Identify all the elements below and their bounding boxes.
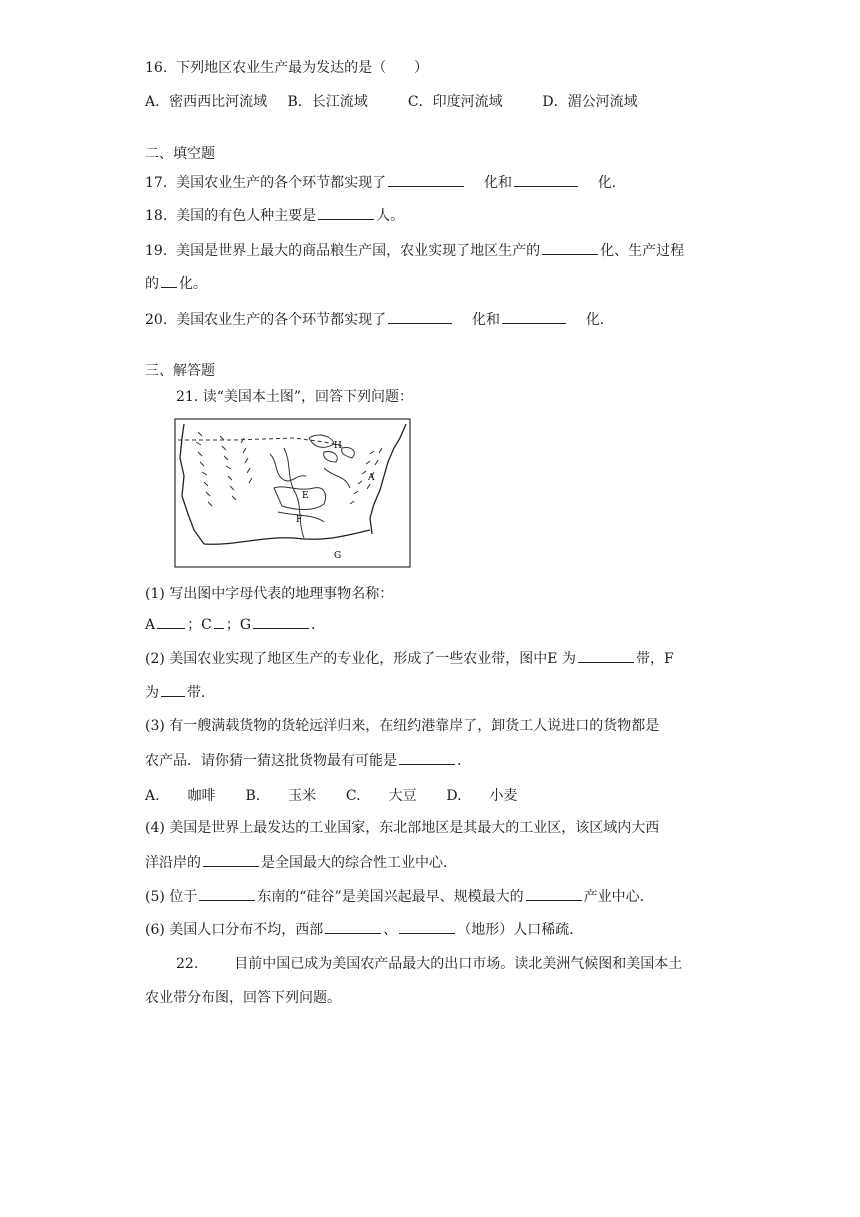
option-b: B．长江流域 bbox=[287, 94, 368, 110]
question-text: (6) 美国人口分布不均，西部 bbox=[145, 922, 324, 938]
answer-blank[interactable] bbox=[542, 240, 598, 255]
question-number: 18. bbox=[145, 208, 168, 224]
option-a: A. 咖啡 bbox=[145, 788, 216, 804]
map-label-e: E bbox=[302, 491, 309, 501]
question-text: 为 bbox=[145, 685, 159, 701]
option-b: B. 玉米 bbox=[245, 788, 317, 804]
question-text: 美国农业生产的各个环节都实现了 bbox=[176, 175, 387, 191]
label-c: ；C bbox=[187, 617, 212, 633]
question-20 bbox=[145, 309, 614, 330]
question-text: 化、生产过程 bbox=[600, 243, 685, 259]
q21-sub4-cont bbox=[145, 852, 457, 873]
question-text: (5) 位于 bbox=[145, 889, 198, 905]
q21-sub3: (3) 有一艘满载货物的货轮远洋归来，在纽约港靠岸了，卸货工人说进口的货物都是 bbox=[145, 718, 660, 734]
answer-blank[interactable] bbox=[526, 886, 582, 901]
question-text: 化． bbox=[597, 175, 626, 191]
question-stem: 下列地区农业生产最为发达的是（ ） bbox=[176, 60, 429, 76]
q21-sub5 bbox=[145, 886, 654, 907]
map-label-h: H bbox=[334, 441, 342, 451]
punct: ． bbox=[311, 617, 326, 633]
question-text: 、 bbox=[383, 922, 398, 938]
question-22-cont: 农业带分布图，回答下列问题。 bbox=[145, 990, 341, 1006]
question-text: 美国是世界上最大的商品粮生产国，农业实现了地区生产的 bbox=[176, 243, 541, 259]
answer-blank[interactable] bbox=[161, 682, 185, 697]
answer-blank[interactable] bbox=[325, 919, 381, 934]
question-text: 农产品．请你猜一猜这批货物最有可能是 bbox=[145, 753, 397, 769]
q21-sub4: (4) 美国是世界上最发达的工业国家，东北部地区是其最大的工业区，该区域内大西 bbox=[145, 820, 660, 836]
question-16 bbox=[145, 58, 428, 78]
answer-blank[interactable] bbox=[502, 309, 566, 324]
question-19 bbox=[145, 240, 684, 261]
label-a: A bbox=[145, 617, 156, 633]
answer-blank[interactable] bbox=[214, 614, 224, 629]
option-a: A．密西西比河流域 bbox=[145, 94, 268, 110]
answer-blank[interactable] bbox=[514, 172, 578, 187]
question-number: 22. bbox=[176, 956, 199, 972]
option-d: D．湄公河流域 bbox=[542, 94, 638, 110]
question-text: 化和 bbox=[471, 312, 500, 328]
question-17 bbox=[145, 172, 626, 193]
answer-blank[interactable] bbox=[199, 886, 255, 901]
question-text: 化和 bbox=[483, 175, 512, 191]
q21-sub2 bbox=[145, 648, 674, 669]
question-text: 带． bbox=[187, 685, 215, 701]
question-number: 20. bbox=[145, 312, 168, 328]
question-19-cont bbox=[145, 273, 207, 294]
map-label-g: G bbox=[334, 551, 342, 561]
question-text: 产业中心． bbox=[583, 889, 654, 905]
usa-map-image bbox=[174, 418, 411, 568]
map-label-a: A bbox=[368, 473, 375, 483]
question-number: 19. bbox=[145, 243, 168, 259]
q21-sub3-cont bbox=[145, 750, 471, 771]
answer-blank[interactable] bbox=[161, 273, 177, 288]
answer-blank[interactable] bbox=[157, 614, 185, 629]
q21-sub2-cont bbox=[145, 682, 215, 703]
option-d: D. 小麦 bbox=[446, 788, 518, 804]
question-text: 化。 bbox=[179, 276, 207, 292]
question-22 bbox=[176, 954, 682, 974]
question-18 bbox=[145, 205, 404, 226]
answer-blank[interactable] bbox=[388, 309, 452, 324]
question-text: 的 bbox=[145, 276, 159, 292]
question-text: 美国农业生产的各个环节都实现了 bbox=[176, 312, 387, 328]
question-number: 16. bbox=[145, 60, 168, 76]
answer-blank[interactable] bbox=[388, 172, 464, 187]
question-text: 带，F bbox=[635, 651, 674, 667]
question-21-intro: 21. 读“美国本土图”，回答下列问题： bbox=[176, 389, 414, 405]
answer-blank[interactable] bbox=[253, 614, 309, 629]
section-title-fill-blank: 二、填空题 bbox=[145, 146, 215, 162]
question-text: ． bbox=[457, 753, 471, 769]
question-text: （地形）人口稀疏． bbox=[457, 922, 584, 938]
q21-sub1: (1) 写出图中字母代表的地理事物名称： bbox=[145, 586, 394, 602]
label-g: ；G bbox=[225, 617, 252, 633]
question-text: (2) 美国农业实现了地区生产的专业化，形成了一些农业带，图中E 为 bbox=[145, 651, 576, 667]
question-text: 目前中国已成为美国农产品最大的出口市场。读北美洲气候图和美国本土 bbox=[234, 956, 683, 972]
q21-sub1-fill bbox=[145, 614, 325, 635]
question-text: 是全国最大的综合性工业中心． bbox=[261, 855, 457, 871]
question-text: 美国的有色人种主要是 bbox=[176, 208, 317, 224]
answer-blank[interactable] bbox=[578, 648, 634, 663]
question-text: 东南的“硅谷”是美国兴起最早、规模最大的 bbox=[257, 889, 524, 905]
question-number: 17. bbox=[145, 175, 168, 191]
section-title-answer: 三、解答题 bbox=[145, 363, 215, 379]
answer-blank[interactable] bbox=[318, 205, 374, 220]
q21-sub6 bbox=[145, 919, 583, 940]
answer-blank[interactable] bbox=[399, 750, 455, 765]
answer-blank[interactable] bbox=[203, 852, 259, 867]
question-text: 人。 bbox=[376, 208, 405, 224]
option-c: C. 大豆 bbox=[345, 788, 417, 804]
question-text: 洋沿岸的 bbox=[145, 855, 201, 871]
answer-blank[interactable] bbox=[399, 919, 455, 934]
option-c: C．印度河流域 bbox=[407, 94, 503, 110]
question-text: 化． bbox=[585, 312, 614, 328]
map-label-f: F bbox=[296, 515, 303, 525]
question-16-options bbox=[145, 92, 638, 112]
q21-sub3-options bbox=[145, 786, 518, 806]
